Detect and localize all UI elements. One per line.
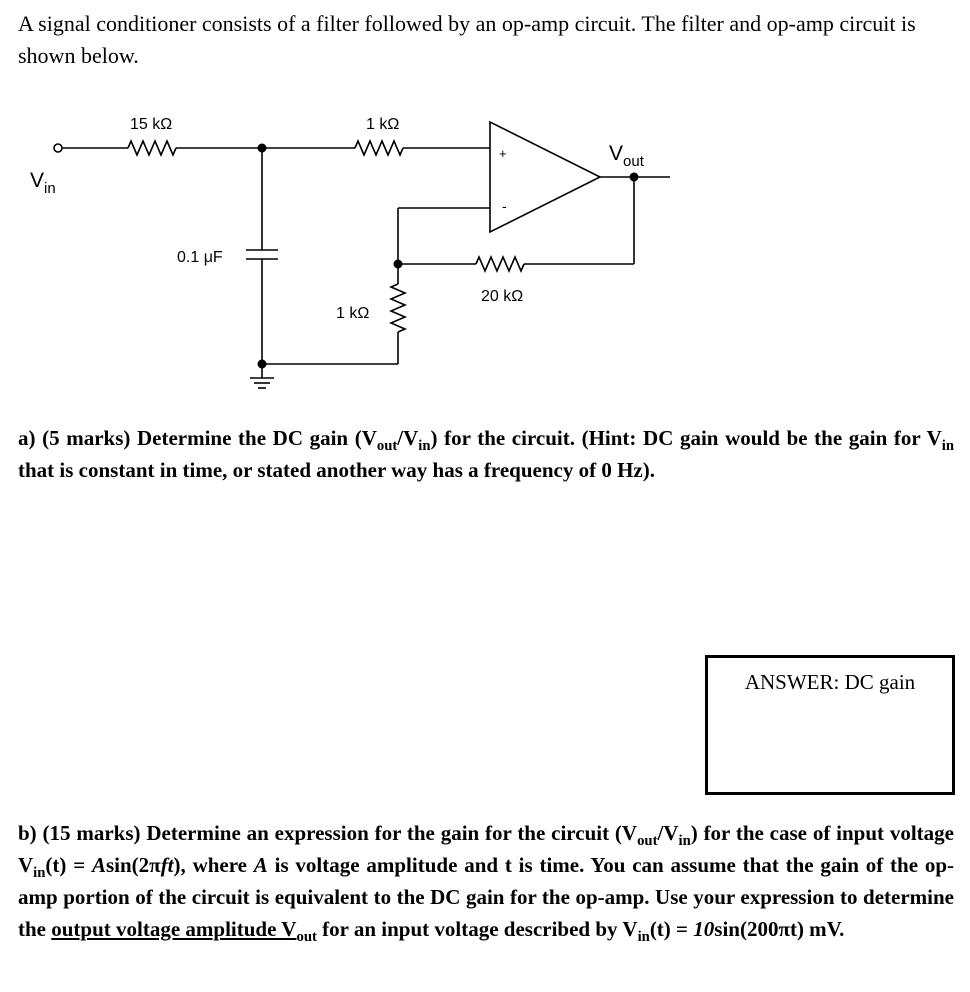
underlined-phrase: output voltage amplitude $V_{out}$ <box>51 917 317 946</box>
ground-symbol <box>250 378 274 388</box>
label-rf: 20 kΩ <box>481 288 524 305</box>
plus-sign: + <box>499 146 507 161</box>
junction-node <box>258 144 267 153</box>
circuit-diagram <box>0 100 700 410</box>
answer-box[interactable] <box>705 655 955 795</box>
minus-sign: - <box>502 198 507 214</box>
junction-node <box>258 360 267 369</box>
junction-node <box>394 260 403 269</box>
question-a: a) (5 marks) Determine the DC gain $(V_{out}/V_{in})$ for the circuit. (Hint: DC gain would be the gain for $V_{in}$ that is constant in time, or stated another way has a frequency of 0 Hz). <box>18 426 955 482</box>
label-r1: 15 kΩ <box>130 116 173 133</box>
input-terminal <box>54 144 62 152</box>
label-cap: 0.1 μF <box>177 249 223 266</box>
label-vout: $V_{out}$ <box>609 142 644 170</box>
problem-intro: A signal conditioner consists of a filter followed by an op-amp circuit. The filter and op-amp circuit is shown below. <box>18 11 916 68</box>
label-r2: 1 kΩ <box>366 116 400 133</box>
resistor-1k-series <box>355 141 403 155</box>
answer-label: ANSWER: DC gain <box>744 670 916 694</box>
resistor-20k-feedback <box>476 257 524 271</box>
junction-node <box>630 173 639 182</box>
label-vin: $V_{in}$ <box>30 169 56 197</box>
label-r3: 1 kΩ <box>336 305 370 322</box>
resistor-1k-ground <box>391 284 405 332</box>
question-b: b) (15 marks) Determine an expression for the gain for the circuit $(V_{out}/V_{in})$ for the case of input voltage $V_{in}(t) = Asin(2\pi ft)$, where A is voltage amplitude and t is time. You can assume that the gain of the op-amp portion of the circuit is equivalent to the DC gain for the op-amp. Use your expression to determine the output voltage amplitude $V_{out}$ for an input voltage described by $V_{in}(t) = 10\sin(200\pi t)$ mV. <box>18 821 955 946</box>
resistor-15k <box>128 141 176 155</box>
op-amp <box>490 122 600 232</box>
